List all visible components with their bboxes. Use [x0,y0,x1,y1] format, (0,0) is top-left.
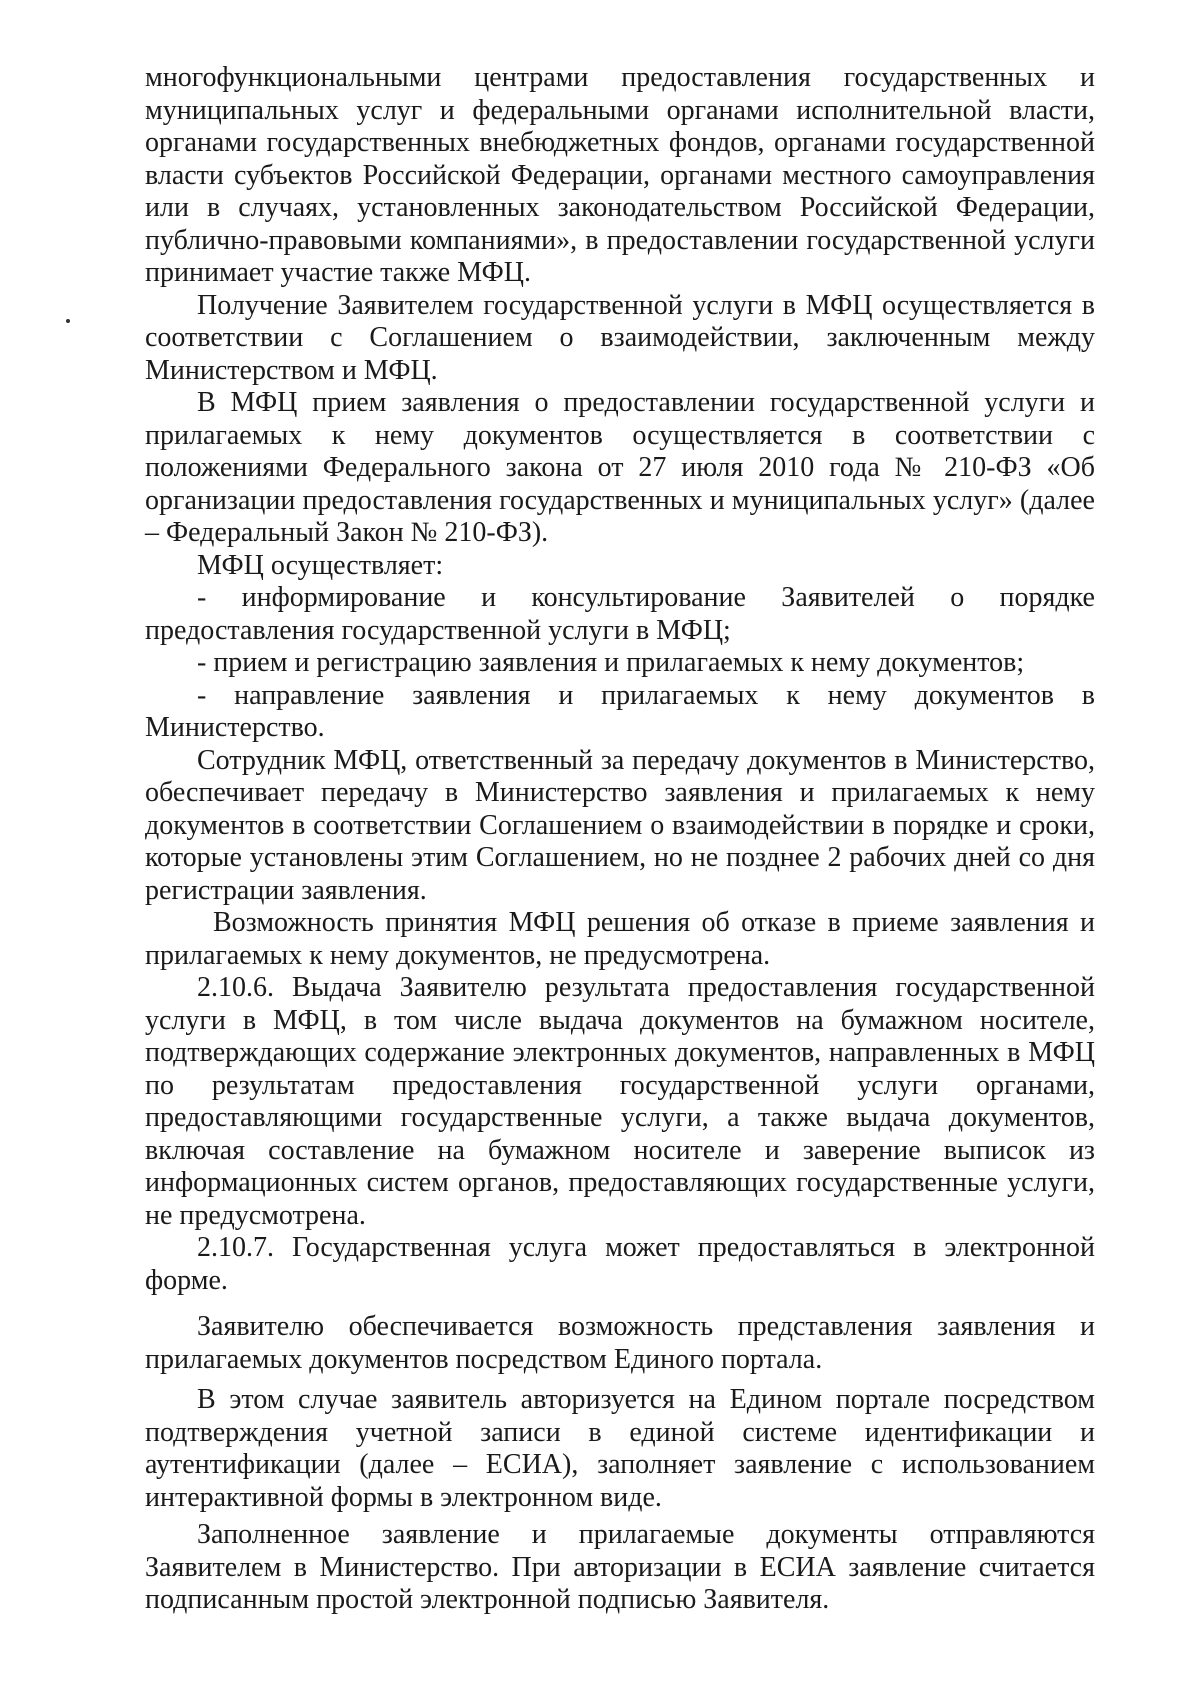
paragraph-mfc-performs: МФЦ осуществляет: [197,549,444,581]
paragraph-2-10-6: 2.10.6. Выдача Заявителю результата предоставления государственной услуги в МФЦ, в том числе выдача документов на бумажном носителе, подтверждающих содержание электронных документов, направленных в МФЦ по результатам предоставления государственной услуги органами, предоставляющими государственные услуги, а также выдача документов, включая составление на бумажном носителе и заверение выписок из информационных систем органов, предоставляющих государственные услуги, не предусмотрена. [145,972,1095,1231]
paragraph-2-10-7: 2.10.7. Государственная услуга может предоставляться в электронной форме. [145,1232,1095,1296]
paragraph-esia: В этом случае заявитель авторизуется на Едином портале посредством подтверждения учетной записи в единой системе идентификации и аутентификации (далее – ЕСИА), заполняет заявление с использованием интерактивной формы в электронном виде. [145,1384,1095,1513]
paragraph-mfc-reception: В МФЦ прием заявления о предоставлении государственной услуги и прилагаемых к нему документов осуществляется в соответствии с положениями Федерального закона от 27 июля 2010 года № 210-ФЗ «Об организации предоставления государственных и муниципальных услуг» (далее – Федеральный Закон № 210-ФЗ). [145,387,1095,548]
paragraph-refusal: Возможность принятия МФЦ решения об отказе в приеме заявления и прилагаемых к нему документов, не предусмотрена. [145,907,1095,971]
paragraph-employee: Сотрудник МФЦ, ответственный за передачу документов в Министерство, обеспечивает передачу в Министерство заявления и прилагаемых к нему документов в соответствии Соглашением о взаимодействии в порядке и сроки, которые установлены этим Соглашением, но не позднее 2 рабочих дней со дня регистрации заявления. [145,744,1095,906]
list-item-forwarding: - направление заявления и прилагаемых к нему документов в Министерство. [145,679,1095,743]
document-page [145,62,1095,1617]
paragraph-signature: Заполненное заявление и прилагаемые документы отправляются Заявителем в Министерство. При авторизации в ЕСИА заявление считается подписанным простой электронной подписью Заявителя. [145,1519,1095,1615]
paragraph-mfc-service: Получение Заявителем государственной услуги в МФЦ осуществляется в соответствии с Соглашением о взаимодействии, заключенным между Министерством и МФЦ. [145,289,1095,386]
paragraph-portal: Заявителю обеспечивается возможность представления заявления и прилагаемых документов посредством Единого портала. [145,1311,1095,1375]
paragraph-continuation: многофункциональными центрами предоставления государственных и муниципальных услуг и федеральными органами исполнительной власти, органами государственных внебюджетных фондов, органами государственной власти субъектов Российской Федерации, органами местного самоуправления или в случаях, установленных законодательством Российской Федерации, публично-правовыми компаниями», в предоставлении государственной услуги принимает участие также МФЦ. [145,62,1095,288]
scan-speck [66,319,70,323]
list-item-registration: - прием и регистрацию заявления и прилагаемых к нему документов; [197,647,1025,678]
list-item-informing: - информирование и консультирование Заявителей о порядке предоставления государственной услуги в МФЦ; [145,582,1095,646]
